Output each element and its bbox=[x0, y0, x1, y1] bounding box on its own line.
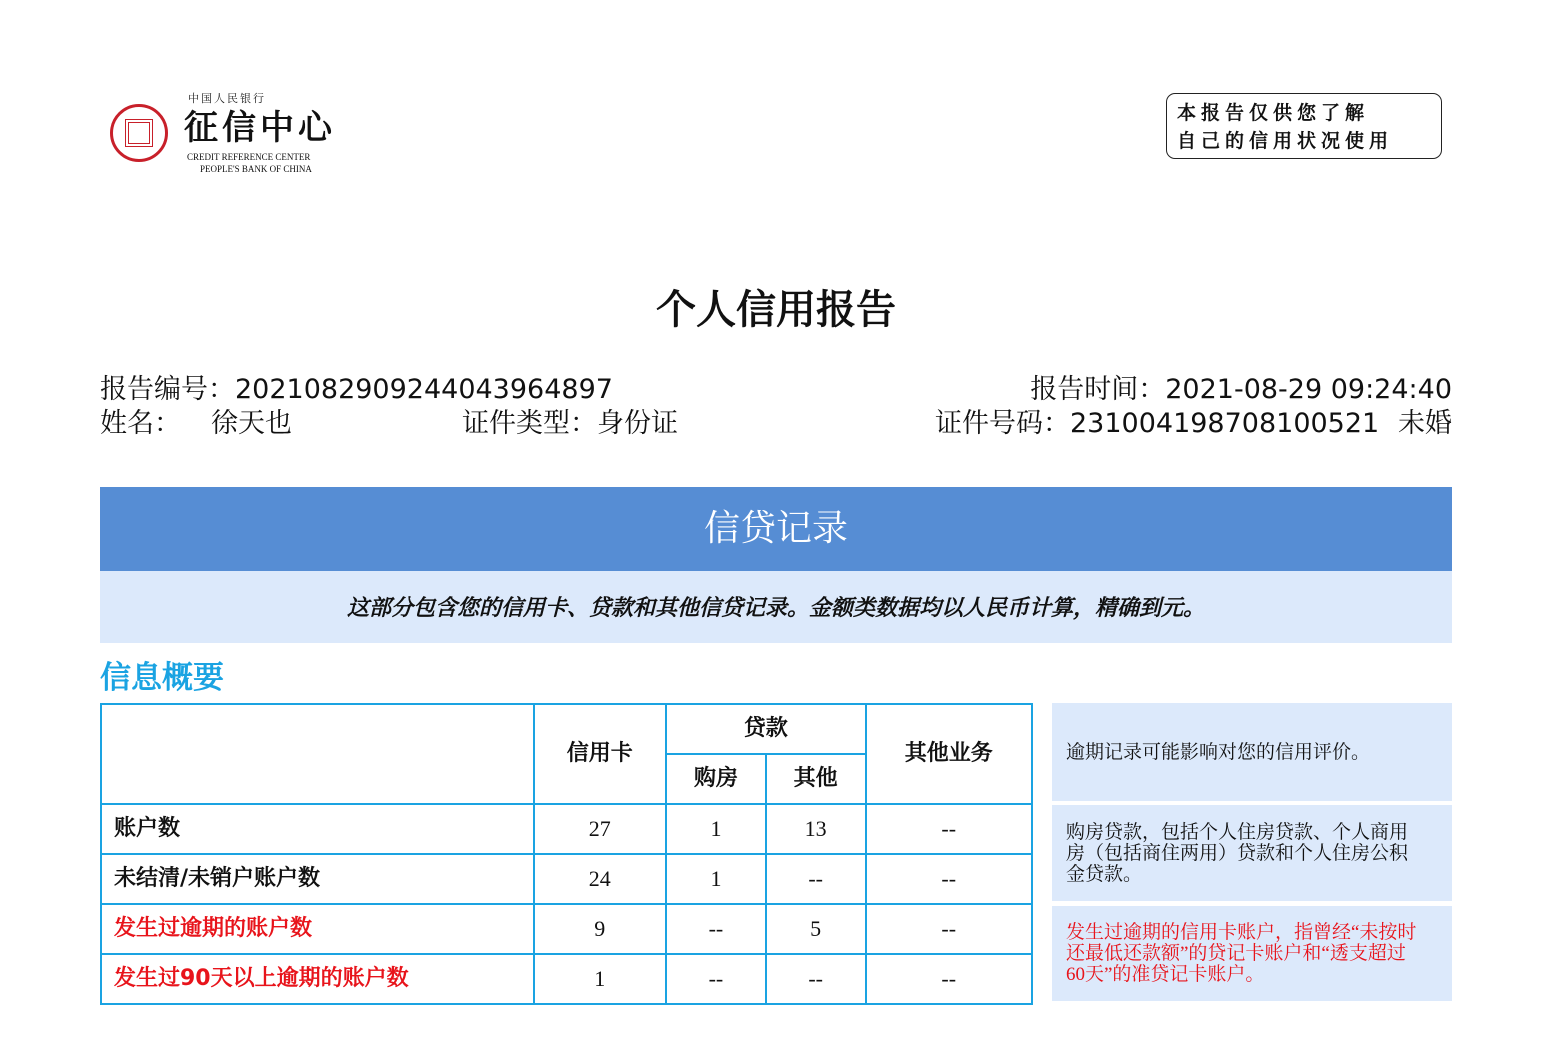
row-label: 未结清/未销户账户数 bbox=[101, 854, 534, 904]
header-credit-card: 信用卡 bbox=[534, 704, 667, 804]
section-description: 这部分包含您的信用卡、贷款和其他信贷记录。金额类数据均以人民币计算，精确到元。 bbox=[100, 571, 1452, 643]
cell: -- bbox=[666, 954, 766, 1004]
report-time-label: 报告时间： bbox=[1030, 374, 1166, 405]
id-number-value: 231004198708100521 bbox=[1070, 408, 1380, 439]
cell: -- bbox=[866, 904, 1033, 954]
cell: 1 bbox=[666, 804, 766, 854]
summary-table bbox=[100, 703, 1033, 1005]
id-type bbox=[462, 408, 678, 440]
credit-center-seal-icon bbox=[110, 104, 168, 162]
name-value: 徐天也 bbox=[211, 408, 292, 439]
table-row bbox=[101, 804, 1032, 854]
note-overdue: 逾期记录可能影响对您的信用评价。 bbox=[1052, 703, 1452, 801]
logo-english-2: PEOPLE'S BANK OF CHINA bbox=[200, 164, 312, 174]
note-overdue-card: 发生过逾期的信用卡账户，指曾经“未按时还最低还款额”的贷记卡账户和“透支超过60天”的准贷记卡账户。 bbox=[1052, 906, 1452, 1001]
header-loan: 贷款 bbox=[666, 704, 865, 754]
report-number-label: 报告编号： bbox=[100, 374, 235, 405]
section-banner: 信贷记录 bbox=[100, 487, 1452, 571]
name bbox=[100, 408, 292, 440]
cell: 24 bbox=[534, 854, 667, 904]
header-empty bbox=[101, 704, 534, 804]
cell: -- bbox=[866, 804, 1033, 854]
report-time-value: 2021-08-29 09:24:40 bbox=[1165, 374, 1452, 405]
report-number bbox=[100, 374, 613, 406]
cell: 9 bbox=[534, 904, 667, 954]
logo-main-text: 征信中心 bbox=[184, 108, 336, 148]
id-type-label: 证件类型： bbox=[462, 408, 597, 439]
id-number bbox=[935, 408, 1379, 440]
report-number-value: 2021082909244043964897 bbox=[235, 374, 613, 405]
page-title: 个人信用报告 bbox=[656, 287, 896, 333]
cell: -- bbox=[666, 904, 766, 954]
row-label: 账户数 bbox=[101, 804, 534, 854]
cell: 1 bbox=[666, 854, 766, 904]
id-number-label: 证件号码： bbox=[935, 408, 1070, 439]
table-row bbox=[101, 904, 1032, 954]
header-other-business: 其他业务 bbox=[866, 704, 1033, 804]
cell: 1 bbox=[534, 954, 667, 1004]
stamp-line-2: 自己的信用状况使用 bbox=[1177, 130, 1394, 152]
table-row bbox=[101, 954, 1032, 1004]
stamp-line-1: 本报告仅供您了解 bbox=[1177, 102, 1370, 124]
usage-notice-stamp bbox=[1166, 93, 1442, 159]
cell: -- bbox=[866, 854, 1033, 904]
cell: 27 bbox=[534, 804, 667, 854]
logo-english-1: CREDIT REFERENCE CENTER bbox=[187, 152, 311, 162]
id-type-value: 身份证 bbox=[597, 408, 678, 439]
cell: -- bbox=[766, 954, 866, 1004]
row-label: 发生过90天以上逾期的账户数 bbox=[101, 954, 534, 1004]
header-other-loan: 其他 bbox=[766, 754, 866, 804]
cell: -- bbox=[866, 954, 1033, 1004]
logo-top-text: 中国人民银行 bbox=[188, 92, 266, 105]
row-label: 发生过逾期的账户数 bbox=[101, 904, 534, 954]
note-housing-loan: 购房贷款，包括个人住房贷款、个人商用房（包括商住两用）贷款和个人住房公积金贷款。 bbox=[1052, 805, 1452, 901]
cell: 5 bbox=[766, 904, 866, 954]
table-row bbox=[101, 854, 1032, 904]
report-time bbox=[1030, 374, 1452, 406]
marital-status: 未婚 bbox=[1398, 408, 1452, 439]
name-label: 姓名： bbox=[100, 408, 181, 439]
cell: 13 bbox=[766, 804, 866, 854]
cell: -- bbox=[766, 854, 866, 904]
subsection-title: 信息概要 bbox=[100, 660, 224, 696]
header-housing: 购房 bbox=[666, 754, 766, 804]
